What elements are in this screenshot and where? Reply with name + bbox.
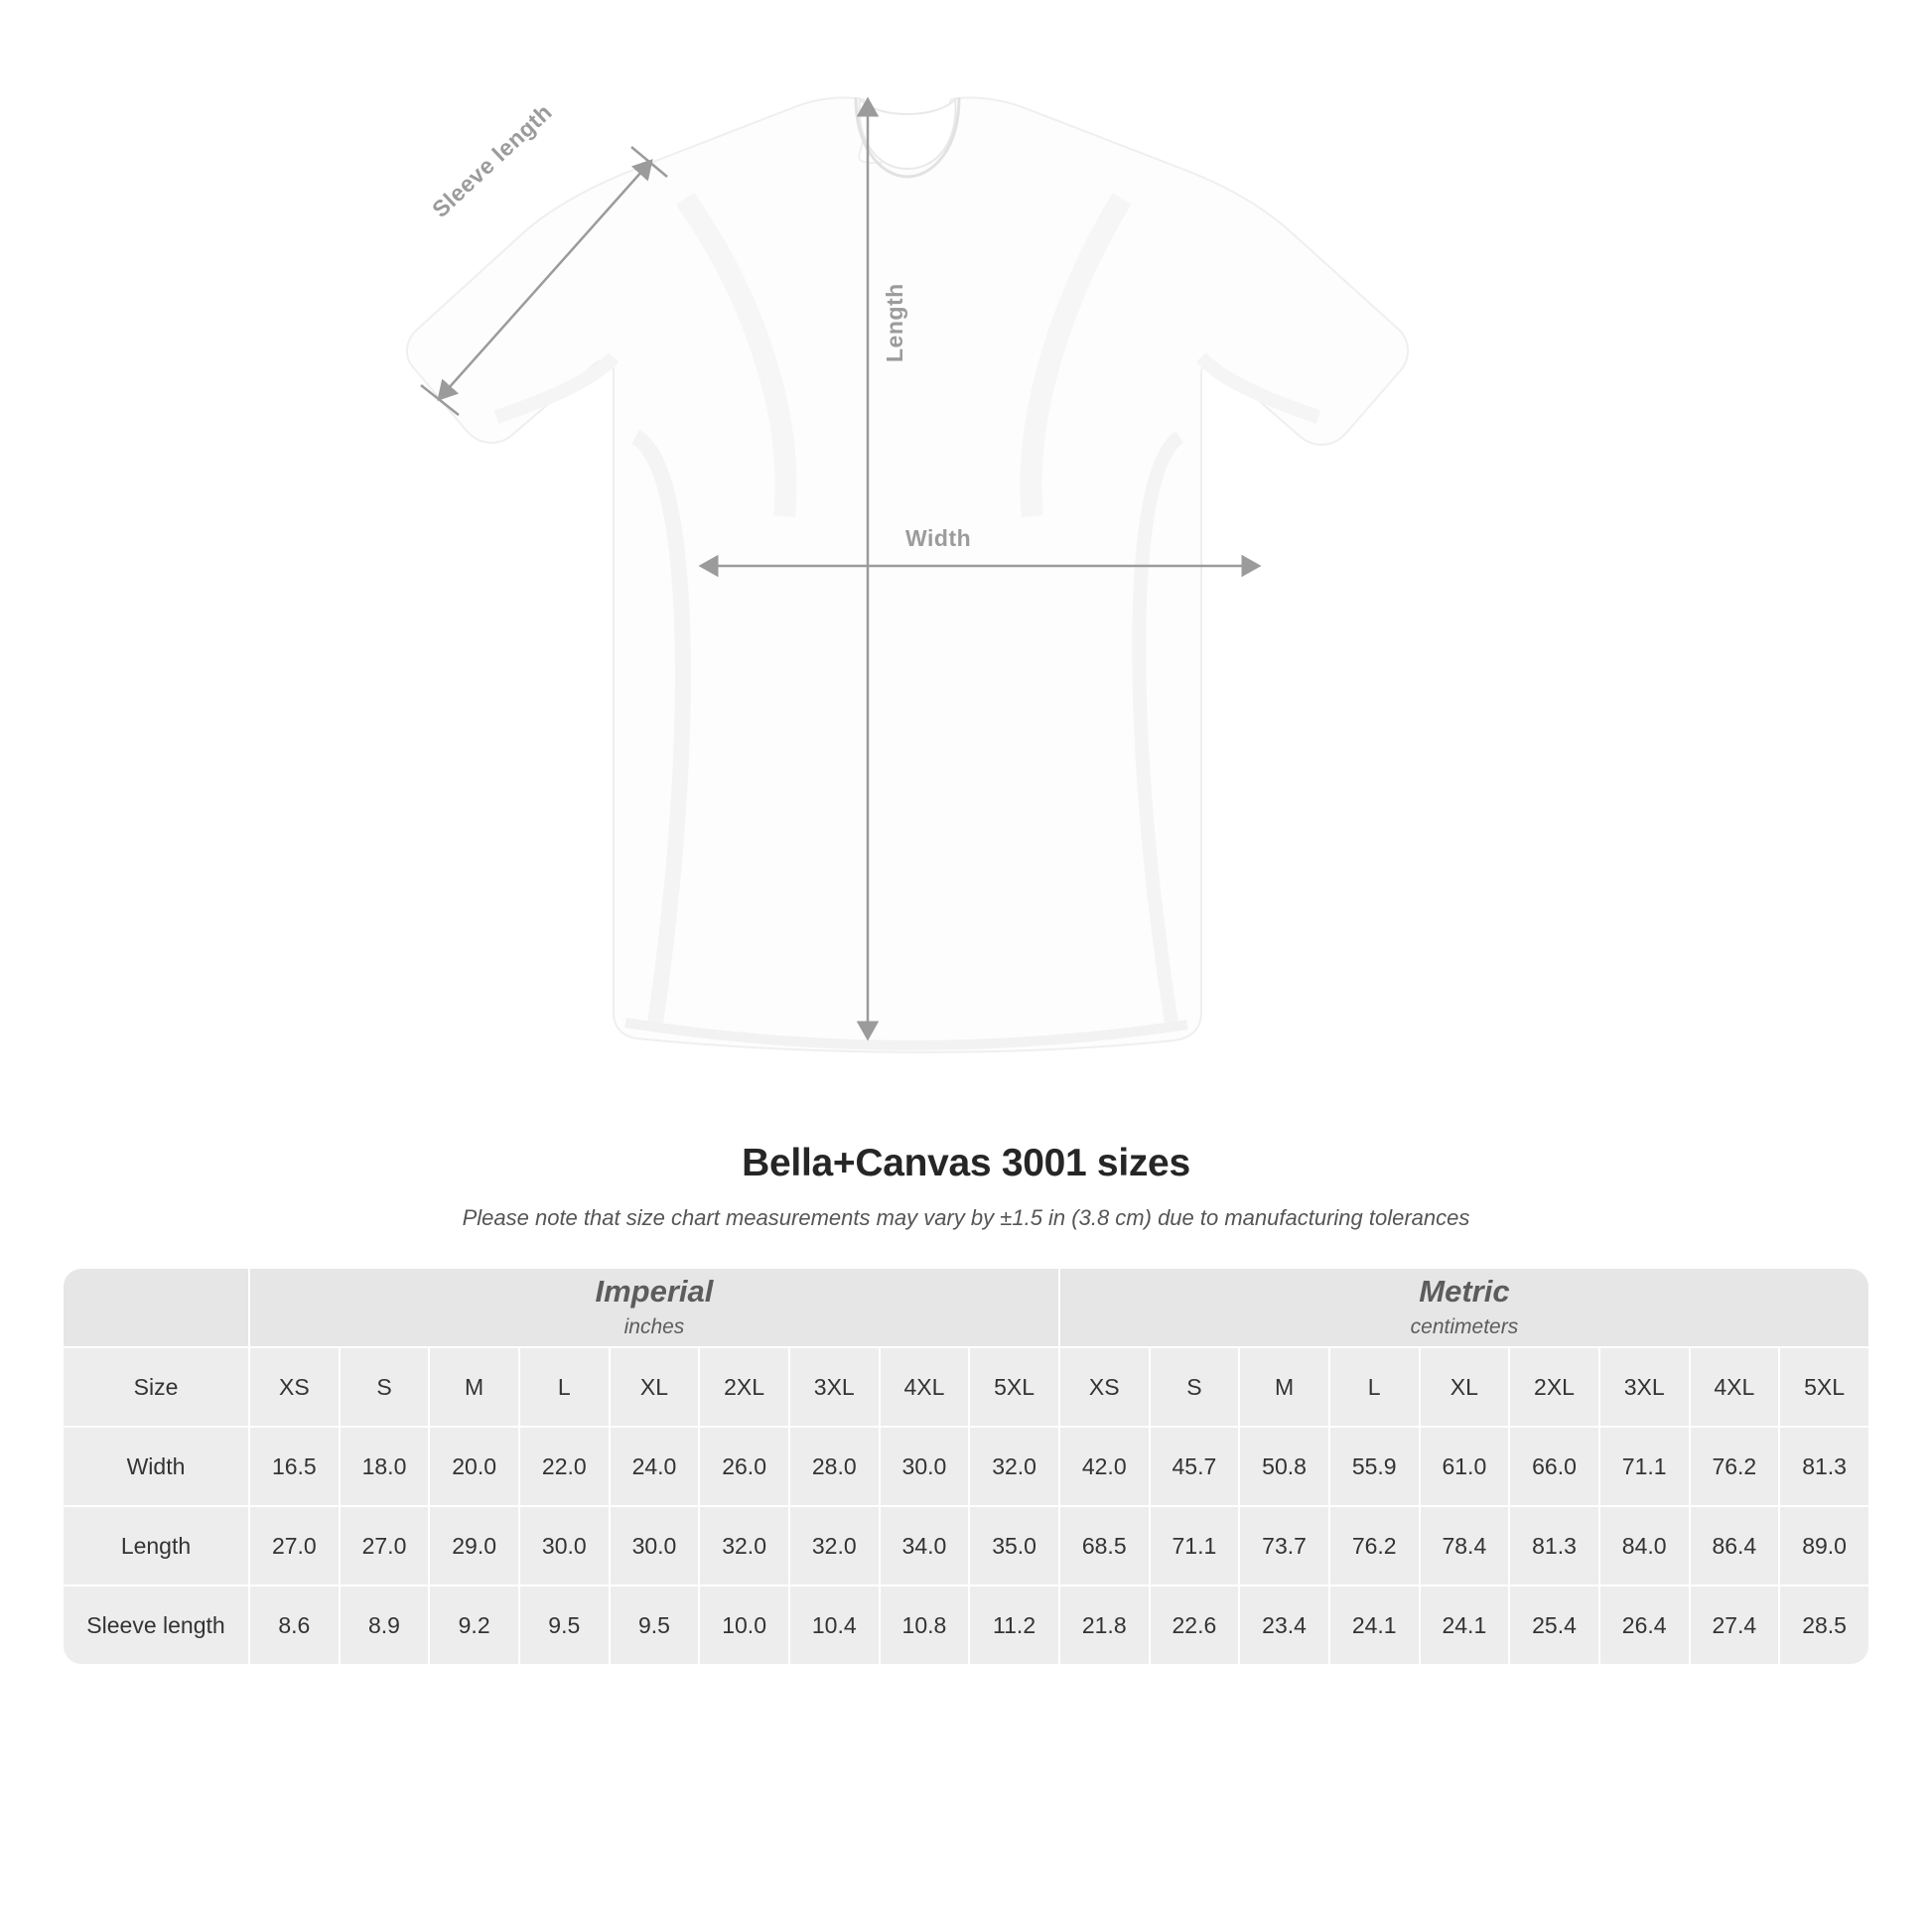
row-label-sleeve-length: Sleeve length: [64, 1587, 248, 1664]
cell-width-metric-xs: 42.0: [1060, 1428, 1149, 1505]
cell-sleeve-imperial-s: 8.9: [341, 1587, 429, 1664]
cell-width-metric-l: 55.9: [1330, 1428, 1419, 1505]
cell-length-metric-2xl: 81.3: [1510, 1507, 1598, 1585]
cell-sleeve-metric-l: 24.1: [1330, 1587, 1419, 1664]
size-col-metric-xl: XL: [1421, 1348, 1509, 1426]
unit-sub-imperial: inches: [623, 1314, 685, 1338]
size-col-metric-l: L: [1330, 1348, 1419, 1426]
cell-sleeve-metric-3xl: 26.4: [1600, 1587, 1689, 1664]
size-col-imperial-3xl: 3XL: [790, 1348, 879, 1426]
table-row-sleeve-length: [64, 1587, 1868, 1664]
size-col-imperial-4xl: 4XL: [881, 1348, 969, 1426]
table-corner-cell: [64, 1269, 248, 1346]
cell-sleeve-metric-m: 23.4: [1240, 1587, 1328, 1664]
cell-sleeve-imperial-5xl: 11.2: [970, 1587, 1058, 1664]
cell-width-imperial-3xl: 28.0: [790, 1428, 879, 1505]
table-row-sizes: [64, 1348, 1868, 1426]
cell-length-imperial-2xl: 32.0: [700, 1507, 788, 1585]
unit-header-imperial: [250, 1269, 1058, 1346]
size-col-imperial-2xl: 2XL: [700, 1348, 788, 1426]
cell-sleeve-imperial-l: 9.5: [520, 1587, 609, 1664]
table-row-length: [64, 1507, 1868, 1585]
cell-width-imperial-s: 18.0: [341, 1428, 429, 1505]
size-table: [62, 1267, 1870, 1666]
size-col-metric-5xl: 5XL: [1780, 1348, 1868, 1426]
cell-sleeve-imperial-xl: 9.5: [611, 1587, 699, 1664]
cell-sleeve-metric-4xl: 27.4: [1691, 1587, 1779, 1664]
size-col-imperial-5xl: 5XL: [970, 1348, 1058, 1426]
title-block: [0, 1142, 1932, 1231]
size-header-cell: Size: [64, 1348, 248, 1426]
cell-width-metric-s: 45.7: [1151, 1428, 1239, 1505]
size-col-imperial-s: S: [341, 1348, 429, 1426]
row-label-width: Width: [64, 1428, 248, 1505]
cell-length-metric-s: 71.1: [1151, 1507, 1239, 1585]
size-col-imperial-xs: XS: [250, 1348, 339, 1426]
cell-length-imperial-4xl: 34.0: [881, 1507, 969, 1585]
unit-sub-metric: centimeters: [1410, 1314, 1519, 1338]
cell-sleeve-imperial-4xl: 10.8: [881, 1587, 969, 1664]
size-col-metric-4xl: 4XL: [1691, 1348, 1779, 1426]
cell-width-imperial-l: 22.0: [520, 1428, 609, 1505]
cell-width-imperial-5xl: 32.0: [970, 1428, 1058, 1505]
size-col-metric-m: M: [1240, 1348, 1328, 1426]
cell-width-metric-xl: 61.0: [1421, 1428, 1509, 1505]
unit-header-metric: [1060, 1269, 1868, 1346]
size-col-imperial-xl: XL: [611, 1348, 699, 1426]
size-col-metric-xs: XS: [1060, 1348, 1149, 1426]
size-table-wrapper: [62, 1267, 1870, 1666]
cell-sleeve-metric-xs: 21.8: [1060, 1587, 1149, 1664]
cell-length-imperial-3xl: 32.0: [790, 1507, 879, 1585]
table-row-width: [64, 1428, 1868, 1505]
cell-width-imperial-m: 20.0: [430, 1428, 518, 1505]
cell-width-imperial-xs: 16.5: [250, 1428, 339, 1505]
cell-width-metric-2xl: 66.0: [1510, 1428, 1598, 1505]
cell-length-imperial-xl: 30.0: [611, 1507, 699, 1585]
cell-length-metric-xl: 78.4: [1421, 1507, 1509, 1585]
cell-width-imperial-4xl: 30.0: [881, 1428, 969, 1505]
length-label: Length: [882, 283, 907, 362]
unit-name-metric: Metric: [1419, 1273, 1510, 1309]
cell-sleeve-imperial-xs: 8.6: [250, 1587, 339, 1664]
cell-sleeve-imperial-3xl: 10.4: [790, 1587, 879, 1664]
cell-length-metric-4xl: 86.4: [1691, 1507, 1779, 1585]
cell-width-metric-4xl: 76.2: [1691, 1428, 1779, 1505]
cell-length-metric-3xl: 84.0: [1600, 1507, 1689, 1585]
cell-width-imperial-2xl: 26.0: [700, 1428, 788, 1505]
cell-length-metric-l: 76.2: [1330, 1507, 1419, 1585]
cell-width-metric-5xl: 81.3: [1780, 1428, 1868, 1505]
size-col-metric-3xl: 3XL: [1600, 1348, 1689, 1426]
cell-width-imperial-xl: 24.0: [611, 1428, 699, 1505]
tshirt-shape: [407, 97, 1408, 1052]
page-title: Bella+Canvas 3001 sizes: [742, 1142, 1190, 1184]
tolerance-note: Please note that size chart measurements may vary by ±1.5 in (3.8 cm) due to manufacturing tolerances: [462, 1205, 1470, 1230]
size-col-metric-s: S: [1151, 1348, 1239, 1426]
cell-length-imperial-l: 30.0: [520, 1507, 609, 1585]
size-col-imperial-l: L: [520, 1348, 609, 1426]
cell-sleeve-metric-xl: 24.1: [1421, 1587, 1509, 1664]
cell-length-metric-m: 73.7: [1240, 1507, 1328, 1585]
cell-sleeve-metric-2xl: 25.4: [1510, 1587, 1598, 1664]
size-col-imperial-m: M: [430, 1348, 518, 1426]
cell-sleeve-imperial-m: 9.2: [430, 1587, 518, 1664]
cell-length-metric-5xl: 89.0: [1780, 1507, 1868, 1585]
cell-sleeve-metric-5xl: 28.5: [1780, 1587, 1868, 1664]
sleeve-length-label: Sleeve length: [427, 98, 557, 223]
unit-name-imperial: Imperial: [595, 1273, 714, 1309]
table-row-units: [64, 1269, 1868, 1346]
size-col-metric-2xl: 2XL: [1510, 1348, 1598, 1426]
cell-width-metric-3xl: 71.1: [1600, 1428, 1689, 1505]
cell-sleeve-metric-s: 22.6: [1151, 1587, 1239, 1664]
cell-length-imperial-xs: 27.0: [250, 1507, 339, 1585]
row-label-length: Length: [64, 1507, 248, 1585]
width-label: Width: [905, 525, 972, 551]
cell-length-imperial-m: 29.0: [430, 1507, 518, 1585]
cell-width-metric-m: 50.8: [1240, 1428, 1328, 1505]
cell-length-imperial-5xl: 35.0: [970, 1507, 1058, 1585]
cell-sleeve-imperial-2xl: 10.0: [700, 1587, 788, 1664]
cell-length-metric-xs: 68.5: [1060, 1507, 1149, 1585]
cell-length-imperial-s: 27.0: [341, 1507, 429, 1585]
